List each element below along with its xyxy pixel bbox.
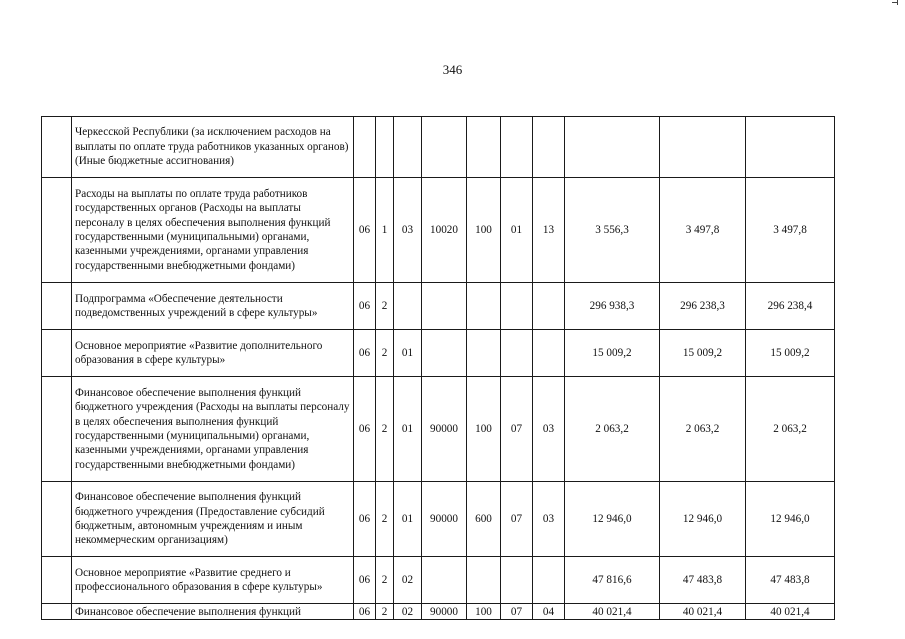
row-number-cell xyxy=(42,178,72,283)
amount-cell: 15 009,2 xyxy=(565,330,660,377)
amount-cell: 2 063,2 xyxy=(660,377,746,482)
code-cell xyxy=(422,117,467,178)
scan-mark xyxy=(897,0,898,5)
code-cell: 2 xyxy=(376,283,394,330)
amount-cell xyxy=(565,117,660,178)
code-cell: 06 xyxy=(354,377,376,482)
code-cell: 06 xyxy=(354,482,376,557)
code-cell: 01 xyxy=(394,330,422,377)
table-row xyxy=(42,604,835,620)
code-cell xyxy=(501,330,533,377)
table-row xyxy=(42,178,835,283)
code-cell: 06 xyxy=(354,330,376,377)
code-cell xyxy=(422,557,467,604)
row-number-cell xyxy=(42,283,72,330)
code-cell xyxy=(394,117,422,178)
table-row xyxy=(42,557,835,604)
code-cell xyxy=(467,117,501,178)
code-cell xyxy=(422,330,467,377)
code-cell: 2 xyxy=(376,604,394,620)
code-cell: 2 xyxy=(376,330,394,377)
code-cell xyxy=(467,330,501,377)
amount-cell: 12 946,0 xyxy=(746,482,835,557)
amount-cell: 15 009,2 xyxy=(660,330,746,377)
code-cell: 07 xyxy=(501,377,533,482)
row-number-cell xyxy=(42,330,72,377)
code-cell xyxy=(467,557,501,604)
code-cell: 100 xyxy=(467,604,501,620)
code-cell xyxy=(376,117,394,178)
item-name-cell: Основное мероприятие «Развитие среднего и профессионального образования в сфере культуры» xyxy=(72,557,354,604)
item-name-cell: Подпрограмма «Обеспечение деятельности подведомственных учреждений в сфере культуры» xyxy=(72,283,354,330)
code-cell xyxy=(394,283,422,330)
code-cell: 2 xyxy=(376,377,394,482)
code-cell xyxy=(533,117,565,178)
amount-cell: 40 021,4 xyxy=(565,604,660,620)
amount-cell: 2 063,2 xyxy=(565,377,660,482)
table-row xyxy=(42,330,835,377)
budget-table xyxy=(41,116,835,620)
code-cell xyxy=(422,283,467,330)
code-cell: 600 xyxy=(467,482,501,557)
code-cell: 03 xyxy=(533,377,565,482)
code-cell: 04 xyxy=(533,604,565,620)
code-cell xyxy=(501,283,533,330)
code-cell: 03 xyxy=(533,482,565,557)
code-cell: 06 xyxy=(354,557,376,604)
code-cell xyxy=(501,557,533,604)
amount-cell: 47 816,6 xyxy=(565,557,660,604)
table-row xyxy=(42,117,835,178)
page-number: 346 xyxy=(442,62,463,77)
item-name-cell: Финансовое обеспечение выполнения функций xyxy=(72,604,354,620)
amount-cell: 40 021,4 xyxy=(746,604,835,620)
code-cell: 06 xyxy=(354,283,376,330)
code-cell: 90000 xyxy=(422,377,467,482)
code-cell: 06 xyxy=(354,604,376,620)
amount-cell: 40 021,4 xyxy=(660,604,746,620)
code-cell xyxy=(533,283,565,330)
item-name-cell: Финансовое обеспечение выполнения функций бюджетного учреждения (Предоставление субсидий бюджетным, автономным учреждениям и иным некоммерческим организациям) xyxy=(72,482,354,557)
code-cell: 10020 xyxy=(422,178,467,283)
row-number-cell xyxy=(42,557,72,604)
amount-cell: 15 009,2 xyxy=(746,330,835,377)
code-cell: 90000 xyxy=(422,604,467,620)
amount-cell: 296 238,3 xyxy=(660,283,746,330)
amount-cell xyxy=(746,117,835,178)
code-cell: 100 xyxy=(467,377,501,482)
amount-cell: 3 556,3 xyxy=(565,178,660,283)
code-cell: 13 xyxy=(533,178,565,283)
code-cell: 01 xyxy=(394,482,422,557)
table-row xyxy=(42,482,835,557)
code-cell: 07 xyxy=(501,604,533,620)
code-cell: 02 xyxy=(394,604,422,620)
code-cell xyxy=(533,330,565,377)
amount-cell: 12 946,0 xyxy=(565,482,660,557)
item-name-cell: Основное мероприятие «Развитие дополнительного образования в сфере культуры» xyxy=(72,330,354,377)
code-cell: 01 xyxy=(501,178,533,283)
item-name-cell: Расходы на выплаты по оплате труда работников государственных органов (Расходы на выплаты персоналу в целях обеспечения выполнения функций государственными (муниципальными) органами, казенными учреждениями, органами управления государственными внебюджетными фондами) xyxy=(72,178,354,283)
code-cell xyxy=(354,117,376,178)
code-cell xyxy=(501,117,533,178)
amount-cell xyxy=(660,117,746,178)
code-cell: 06 xyxy=(354,178,376,283)
row-number-cell xyxy=(42,377,72,482)
code-cell: 02 xyxy=(394,557,422,604)
amount-cell: 2 063,2 xyxy=(746,377,835,482)
amount-cell: 296 938,3 xyxy=(565,283,660,330)
item-name-cell: Черкесской Республики (за исключением расходов на выплаты по оплате труда работников указанных органов) (Иные бюджетные ассигнования) xyxy=(72,117,354,178)
code-cell: 01 xyxy=(394,377,422,482)
amount-cell: 47 483,8 xyxy=(660,557,746,604)
code-cell: 1 xyxy=(376,178,394,283)
amount-cell: 12 946,0 xyxy=(660,482,746,557)
item-name-cell: Финансовое обеспечение выполнения функций бюджетного учреждения (Расходы на выплаты персоналу в целях обеспечения выполнения функций государственными (муниципальными) органами, казенными учреждениями, органами управления государственными внебюджетными фондами) xyxy=(72,377,354,482)
row-number-cell xyxy=(42,604,72,620)
code-cell: 2 xyxy=(376,557,394,604)
table-row xyxy=(42,283,835,330)
amount-cell: 3 497,8 xyxy=(660,178,746,283)
code-cell xyxy=(467,283,501,330)
code-cell: 2 xyxy=(376,482,394,557)
row-number-cell xyxy=(42,482,72,557)
code-cell: 90000 xyxy=(422,482,467,557)
code-cell: 03 xyxy=(394,178,422,283)
amount-cell: 3 497,8 xyxy=(746,178,835,283)
code-cell: 100 xyxy=(467,178,501,283)
code-cell xyxy=(533,557,565,604)
code-cell: 07 xyxy=(501,482,533,557)
row-number-cell xyxy=(42,117,72,178)
amount-cell: 296 238,4 xyxy=(746,283,835,330)
table-row xyxy=(42,377,835,482)
amount-cell: 47 483,8 xyxy=(746,557,835,604)
